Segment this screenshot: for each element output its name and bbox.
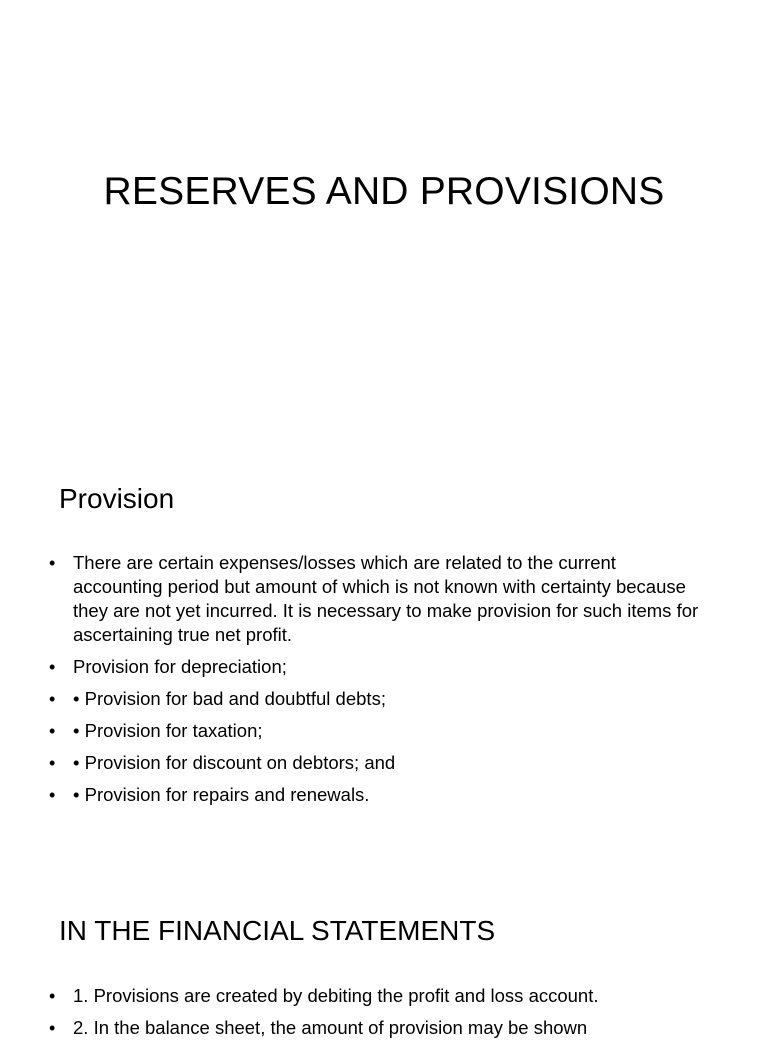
slide-financial-statements: [0, 864, 768, 1038]
bullet-icon: •: [49, 689, 56, 709]
provision-bullet-list: [0, 551, 768, 815]
presentation-title: RESERVES AND PROVISIONS: [103, 170, 665, 213]
bullet-text: There are certain expenses/losses which are related to the current accounting period but amount of which is not known with certainty because they are not yet incurred. It is necessary to make provision for such items for ascertaining true net profit.: [73, 552, 699, 645]
slide-title: [0, 0, 768, 432]
list-item: [0, 687, 768, 711]
list-item: [0, 655, 768, 679]
slide-heading-provision: Provision: [59, 483, 175, 514]
bullet-text: 2. In the balance sheet, the amount of provision may be shown: [73, 1017, 588, 1038]
bullet-text: • Provision for repairs and renewals.: [73, 784, 370, 805]
bullet-icon: •: [49, 986, 56, 1006]
bullet-text: • Provision for bad and doubtful debts;: [73, 688, 386, 709]
bullet-icon: •: [49, 785, 56, 805]
bullet-text: 1. Provisions are created by debiting the profit and loss account.: [73, 985, 599, 1006]
list-item: [0, 1016, 768, 1040]
bullet-icon: •: [49, 753, 56, 773]
bullet-text: • Provision for discount on debtors; and: [73, 752, 396, 773]
list-item: [0, 783, 768, 807]
list-item: [0, 719, 768, 743]
bullet-icon: •: [49, 1018, 56, 1038]
bullet-text: Provision for depreciation;: [73, 656, 287, 677]
bullet-text: • Provision for taxation;: [73, 720, 263, 741]
bullet-icon: •: [49, 553, 56, 573]
slide-provision: [0, 432, 768, 864]
bullet-icon: •: [49, 721, 56, 741]
list-item: [0, 984, 768, 1008]
list-item: [0, 551, 768, 647]
list-item: [0, 751, 768, 775]
slide-heading-financial-statements: IN THE FINANCIAL STATEMENTS: [59, 915, 496, 946]
financial-statements-bullet-list: [0, 984, 768, 1048]
bullet-icon: •: [49, 657, 56, 677]
